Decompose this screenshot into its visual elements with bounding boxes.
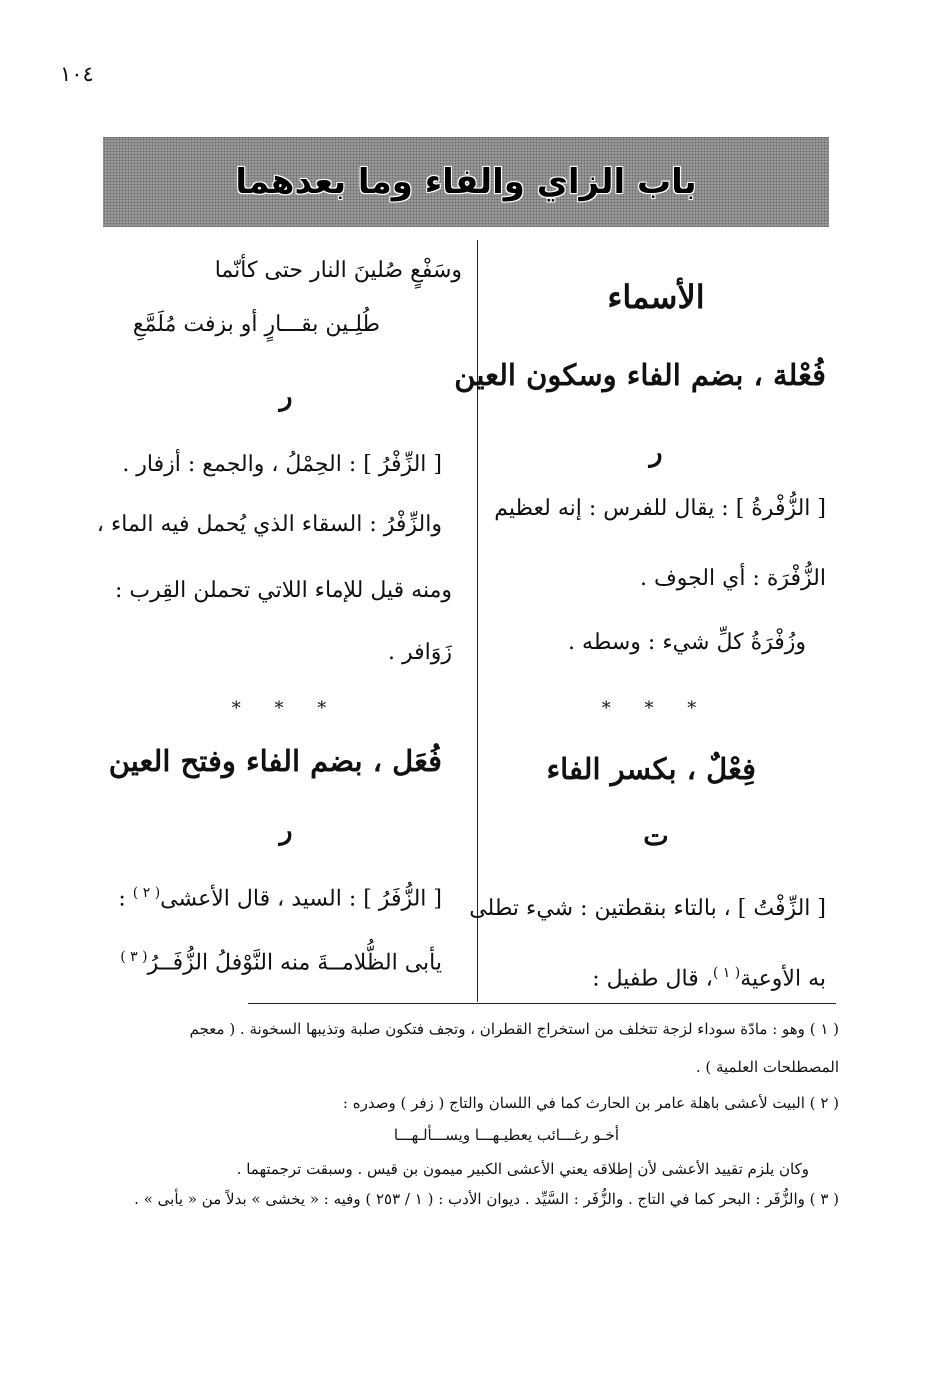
footnote-1: ( ١ ) وهو : مادّة سوداء لزجة تتخلف من استخراج القطران ، وتجف فتكون صلبة وتذيبها السخونة . ( معجم — [189, 1020, 839, 1038]
root-letter-2: ت — [643, 821, 669, 852]
entry-line: الزُّفْرَة : أي الجوف . — [639, 566, 826, 591]
entry-line: زَوَافر . — [387, 640, 452, 665]
chapter-title: باب الزاي والفاء وما بعدهما — [235, 162, 697, 202]
page-number: ١٠٤ — [60, 62, 94, 86]
section-heading: الأسماء — [607, 278, 705, 316]
entry-line: [ الزِّفْرُ ] : الحِمْلُ ، والجمع : أزفار . — [122, 452, 442, 477]
footnote-2-cont: وكان يلزم تقييد الأعشى لأن إطلاقه يعني الأعشى الكبير ميمون بن قيس . وسبقت ترجمتهما . — [236, 1160, 809, 1178]
verse-line: وسَفْعٍ صُلينَ النار حتى كأنّما — [214, 258, 462, 283]
footnote-ref: ( ٣ ) — [120, 949, 148, 965]
entry-line: وزُفْرَةُ كلِّ شيء : وسطه . — [568, 630, 806, 655]
footnote-1-cont: المصطلحات العلمية ) . — [695, 1058, 839, 1076]
footnote-ref: ( ٢ ) — [132, 885, 161, 901]
footnote-2-verse: أخـو رغـــائب يعطيـهـــا ويســـألـهـــا — [393, 1126, 619, 1144]
entry-text: [ الزُّفَرُ ] : السيد ، قال الأعشى — [160, 886, 442, 912]
root-letter-1: ر — [279, 381, 293, 412]
entry-line: والزِّفْرُ : السقاء الذي يُحمل فيه الماء ، — [96, 512, 442, 537]
root-letter-1: ر — [649, 437, 663, 468]
verse-text: يأبى الظُّلامــةَ منه النَّوْفلُ الزُّفَــرُ — [147, 950, 442, 976]
root-letter-2: ر — [279, 815, 293, 846]
entry-text: ، قال طفيل : — [592, 966, 713, 992]
entry-line: ومنه قيل للإماء اللاتي تحملن القِرب : — [115, 578, 452, 603]
entry-text: : — [118, 886, 133, 912]
entry-text: به الأوعية — [740, 966, 826, 992]
footnote-ref: ( ١ ) — [712, 965, 741, 981]
footnote-rule — [248, 1003, 836, 1004]
verse-line: طُلِـين بقـــارٍ أو بزفت مُلَمَّعِ — [132, 312, 380, 337]
column-divider — [477, 240, 478, 1002]
verse-line — [120, 940, 442, 980]
separator-stars: * * * — [231, 698, 341, 719]
entry-line — [118, 876, 442, 916]
footnote-2: ( ٢ ) البيت لأعشى باهلة عامر بن الحارث كما في اللسان والتاج ( زفر ) وصدره : — [342, 1094, 839, 1112]
entry-line: [ الزِّفْتُ ] ، بالتاء بنقطتين : شيء تطلى — [469, 896, 826, 921]
footnote-3: ( ٣ ) والزُّفَر : البحر كما في التاج . والزُّفَر : السَّيِّد . ديوان الأدب : ( ١ / ٢٥٣ ) وفيه : « يخشى » بدلاً من « يأبى » . — [134, 1190, 839, 1208]
entry-line — [592, 956, 826, 996]
pattern-heading-1: فُعْلة ، بضم الفاء وسكون العين — [454, 358, 826, 392]
entry-line: [ الزُّفْرةُ ] : يقال للفرس : إنه لعظيم — [494, 496, 826, 521]
chapter-title-band — [103, 137, 829, 227]
pattern-heading: فُعَل ، بضم الفاء وفتح العين — [108, 744, 442, 778]
pattern-heading-2: فِعْلٌ ، بكسر الفاء — [546, 752, 756, 786]
separator-stars: * * * — [601, 698, 711, 719]
